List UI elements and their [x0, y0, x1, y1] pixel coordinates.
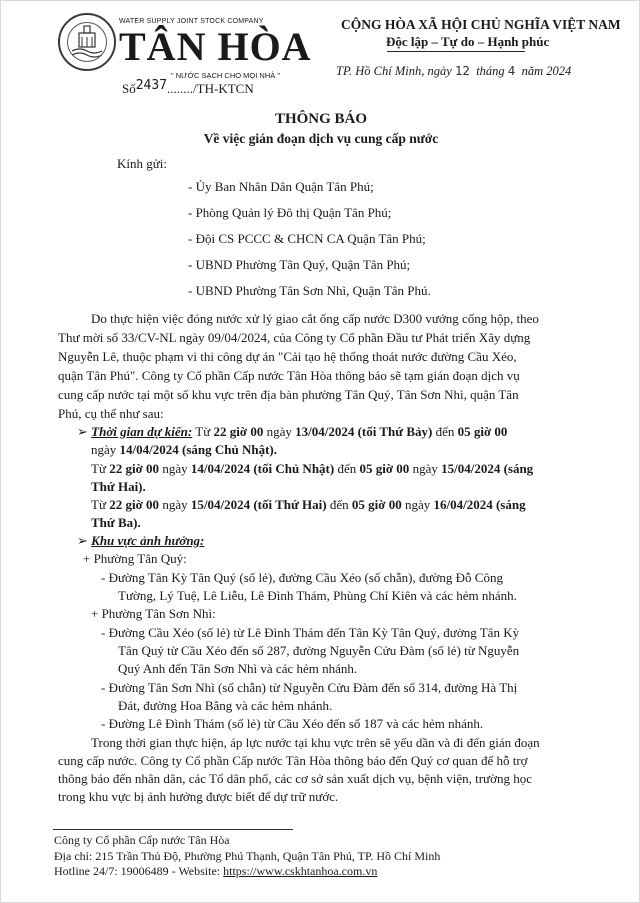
footer-company: Công ty Cổ phần Cấp nước Tân Hòa	[54, 833, 230, 847]
document-date: TP. Hồ Chí Minh, ngày 12 tháng 4 năm 2024	[336, 63, 572, 78]
footer-divider	[53, 829, 293, 830]
schedule-line: Thứ Ba).	[91, 515, 141, 530]
ward-title: + Phường Tân Quý:	[83, 551, 187, 566]
schedule-line: Thứ Hai).	[91, 479, 146, 494]
recipient-item: - UBND Phường Tân Sơn Nhì, Quận Tân Phú.	[188, 283, 431, 298]
ward-title: + Phường Tân Sơn Nhì:	[91, 606, 216, 621]
notice-subtitle: Về việc gián đoạn dịch vụ cung cấp nước	[203, 131, 439, 146]
intro-line: Do thực hiện việc đóng nước xử lý giao cắt ống cấp nước D300 vướng cống hộp, theo	[91, 311, 539, 326]
recipient-item: - Ủy Ban Nhân Dân Quận Tân Phú;	[188, 179, 374, 194]
area-line: - Đường Lê Đình Thám (số lẻ) từ Cầu Xéo đến số 187 và các hẻm nhánh.	[101, 716, 484, 731]
intro-line: quận Tân Phú". Công ty Cổ phần Cấp nước Tân Hòa thông báo sẽ tạm gián đoạn dịch vụ	[58, 368, 520, 383]
recipient-item: - Phòng Quản lý Đô thị Quận Tân Phú;	[188, 205, 392, 220]
schedule-heading: Thời gian dự kiến:	[91, 424, 193, 439]
greeting: Kính gửi:	[117, 156, 168, 171]
company-english-name: WATER SUPPLY JOINT STOCK COMPANY	[119, 18, 264, 25]
intro-line: cung cấp nước tại một số khu vực trên địa bàn phường Tân Quý, Tân Sơn Nhì, quận Tân	[58, 387, 519, 402]
closing-line: Trong thời gian thực hiện, áp lực nước tại khu vực trên sẽ yếu dần và đi đến gián đoạn	[91, 735, 540, 750]
document-number: Số2437......../TH-KTCN	[122, 78, 254, 96]
motto-underline	[387, 51, 525, 52]
intro-line: Thư mời số 33/CV-NL ngày 09/04/2024, của Công ty Cổ phần Đầu tư Phát triển Xây dựng	[58, 330, 531, 345]
schedule-line: Từ 22 giờ 00 ngày 15/04/2024 (tối Thứ Hai) đến 05 giờ 00 ngày 16/04/2024 (sáng	[91, 497, 526, 512]
footer-hotline: Hotline 24/7: 19006489 - Website: https://www.cskhtanhoa.com.vn	[54, 864, 378, 878]
slogan: " NƯỚC SẠCH CHO MỌI NHÀ "	[171, 71, 280, 80]
schedule-line: ➢ Thời gian dự kiến: Từ 22 giờ 00 ngày 13/04/2024 (tối Thứ Bảy) đến 05 giờ 00	[77, 424, 508, 439]
closing-line: cung cấp nước. Công ty Cổ phần Cấp nước Tân Hòa thông báo đến Quý cơ quan để hỗ trợ	[58, 753, 528, 768]
recipient-item: - UBND Phường Tân Quý, Quận Tân Phú;	[188, 257, 411, 272]
intro-line: Phú, cụ thể như sau:	[58, 406, 164, 421]
bullet-arrow-icon: ➢	[77, 424, 88, 439]
area-line: Tân Quý từ Cầu Xéo đến số 287, đường Nguyễn Cửu Đàm (số lẻ) từ Nguyễn	[118, 643, 520, 658]
area-line: Quý Anh đến Tân Sơn Nhì và các hẻm nhánh.	[118, 661, 358, 676]
recipient-item: - Đội CS PCCC & CHCN CA Quận Tân Phú;	[188, 231, 426, 246]
schedule-line: ngày 14/04/2024 (sáng Chủ Nhật).	[91, 442, 277, 457]
national-motto: Độc lập – Tự do – Hạnh phúc	[386, 34, 550, 49]
footer-address: Địa chỉ: 215 Trần Thủ Độ, Phường Phú Thạnh, Quận Tân Phú, TP. Hồ Chí Minh	[54, 849, 441, 863]
area-line: Đát, đường Hoa Bằng và các hẻm nhánh.	[118, 698, 333, 713]
areas-heading-line	[77, 533, 204, 549]
company-logo	[58, 13, 116, 71]
area-line: - Đường Cầu Xéo (số lẻ) từ Lê Đình Thám đến Tân Kỳ Tân Quý, đường Tân Kỳ	[101, 625, 520, 640]
closing-line: thông báo đến nhân dân, các Tổ dân phố, các cơ sở sản xuất dịch vụ, bệnh viện, trường học	[58, 771, 532, 786]
brand-name: TÂN HÒA	[119, 24, 312, 69]
national-title: CỘNG HÒA XÃ HỘI CHỦ NGHĨA VIỆT NAM	[341, 17, 621, 32]
area-line: Tường, Lý Tuệ, Lê Liễu, Lê Đình Thám, Phùng Chí Kiên và các hẻm nhánh.	[118, 588, 517, 603]
intro-line: Nguyễn Lê, thuộc phạm vi thi công dự án "Cải tạo hệ thống thoát nước đường Cầu Xéo,	[58, 349, 517, 364]
areas-heading: Khu vực ảnh hưởng:	[91, 533, 205, 548]
notice-title: THÔNG BÁO	[274, 111, 368, 127]
schedule-line: Từ 22 giờ 00 ngày 14/04/2024 (tối Chủ Nhật) đến 05 giờ 00 ngày 15/04/2024 (sáng	[91, 461, 534, 476]
bullet-arrow-icon: ➢	[77, 533, 88, 548]
closing-line: trong khu vực bị ảnh hưởng được biết để dự trữ nước.	[58, 789, 339, 804]
area-line: - Đường Tân Kỳ Tân Quý (số lẻ), đường Cầu Xéo (số chẵn), đường Đỗ Công	[101, 570, 503, 585]
area-line: - Đường Tân Sơn Nhì (số chẵn) từ Nguyễn Cửu Đàm đến số 314, đường Hà Thị	[101, 680, 518, 695]
website-link[interactable]: https://www.cskhtanhoa.com.vn	[223, 864, 378, 878]
